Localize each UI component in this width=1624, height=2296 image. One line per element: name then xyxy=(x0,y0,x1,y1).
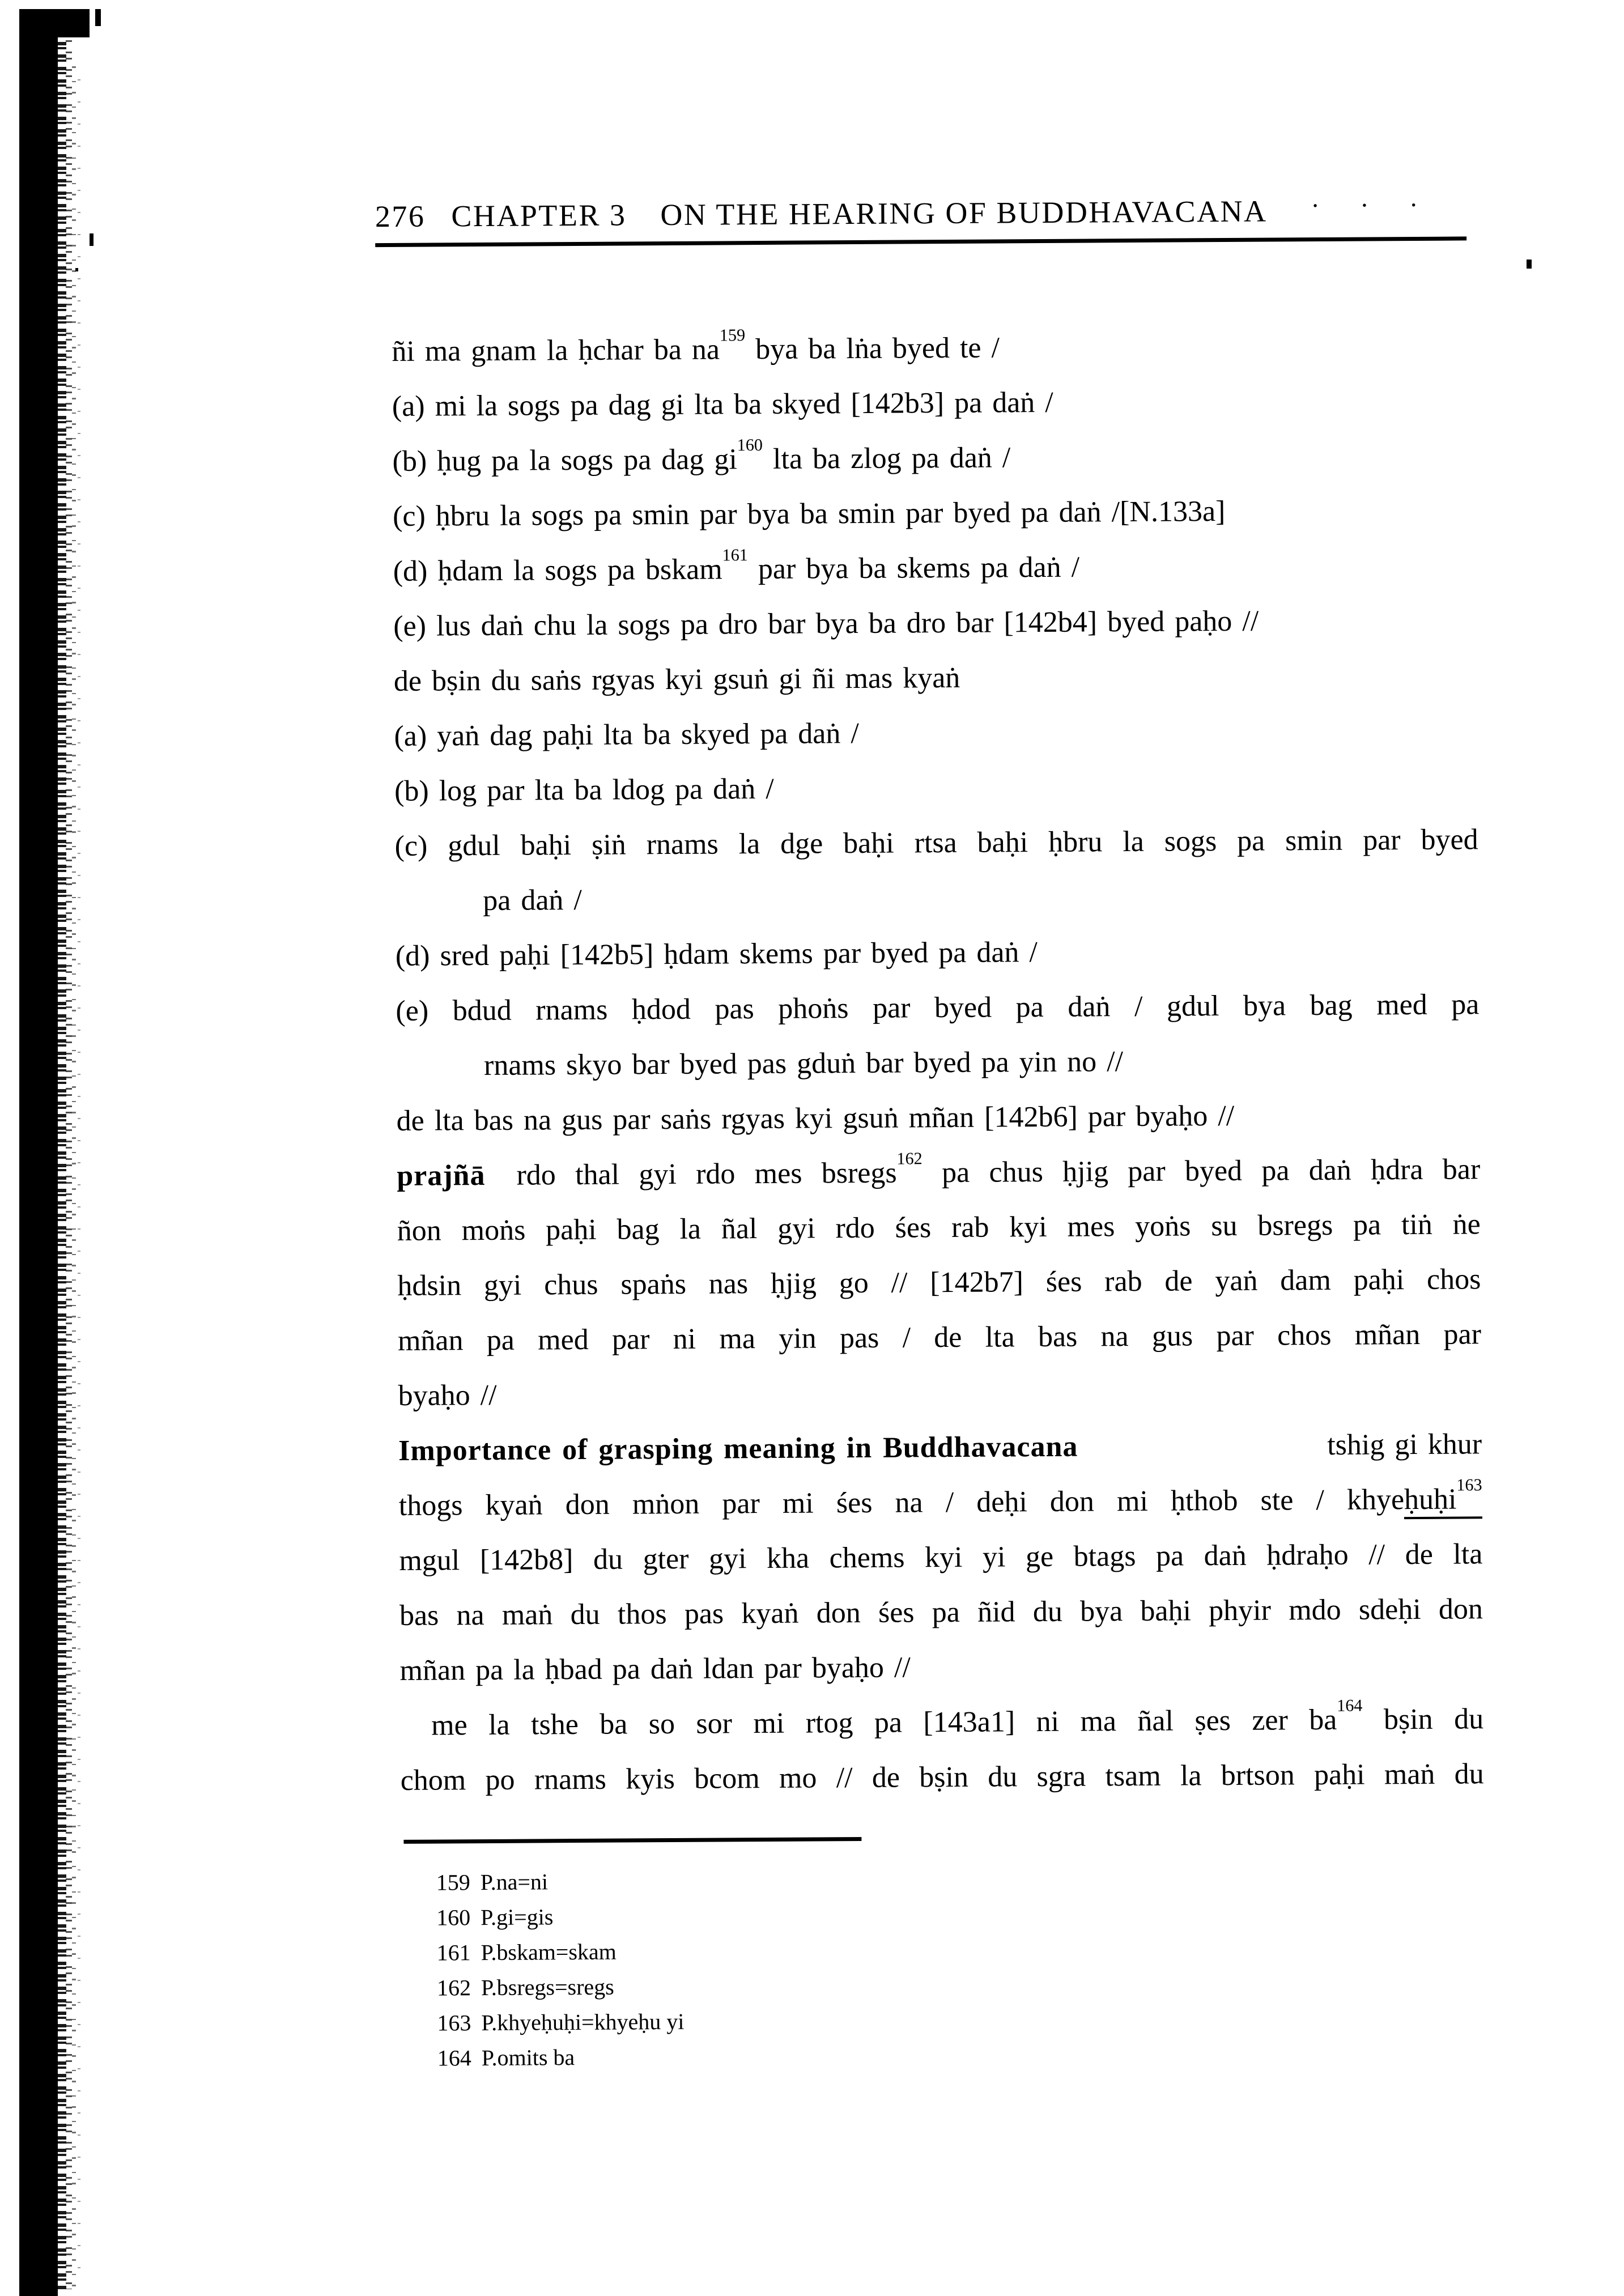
text-line: (c) ḥbru la sogs pa smin par bya ba smin par byed pa daṅ /[N.133a] xyxy=(392,495,1226,533)
footnote-line xyxy=(437,2039,685,2076)
footnote-number: 163 xyxy=(437,2010,471,2036)
underlined-text: ḥuḥi$^{163}$ xyxy=(1404,1483,1482,1519)
footnote-ref: 160 xyxy=(737,435,763,455)
footnote-text: P.bsregs=sregs xyxy=(481,1974,614,2001)
running-header xyxy=(375,189,1467,247)
text-line: (b) ḥug pa la sogs pa dag $gi^{160}$ lta ba zlog pa daṅ / xyxy=(392,435,1011,478)
text-line: ḥdsin gyi chus spaṅs nas ḥjig go // [142b7] śes rab de yaṅ dam paḥi chos xyxy=(397,1263,1481,1302)
text-line: (e) bdud rnams ḥdod pas phoṅs par byed pa daṅ / gdul bya bag med pa xyxy=(396,988,1480,1027)
text-line: me la tshe ba so sor mi rtog pa [143a1] ni ma ñal ṣes zer $ba^{164}$ bṣin du xyxy=(431,1695,1484,1742)
chapter-label: CHAPTER 3 xyxy=(451,198,627,233)
bold-text: prajñā xyxy=(397,1159,486,1192)
footnote-number: 159 xyxy=(436,1869,470,1895)
body-text xyxy=(392,317,1484,1808)
text-segment: tshig gi khur xyxy=(1327,1428,1482,1461)
header-dots: · · · xyxy=(1311,190,1435,220)
text-line: ñi ma gnam la ḥchar ba $na^{159}$ bya ba lṅa byed te / xyxy=(392,325,1000,368)
footnotes xyxy=(436,1864,685,2076)
text-line: (c) gdul baḥi ṣiṅ rnams la dge baḥi rtsa baḥi ḥbru la sogs pa smin par byed xyxy=(394,823,1478,862)
footnote-number: 161 xyxy=(436,1940,471,1966)
footnote-text: P.na=ni xyxy=(480,1869,549,1895)
text-line: ñon moṅs paḥi bag la ñal gyi rdo śes rab kyi mes yoṅs su bsregs pa tiṅ ṅe xyxy=(397,1208,1481,1247)
footnote-separator xyxy=(403,1837,861,1844)
text-line: mñan pa la ḥbad pa daṅ ldan par byaḥo // xyxy=(399,1651,911,1687)
page-number: 276 xyxy=(375,199,426,234)
text-line: (b) log par lta ba ldog pa daṅ / xyxy=(394,772,774,807)
text-line: de lta bas na gus par saṅs rgyas kyi gsuṅ mñan [142b6] par byaḥo // xyxy=(396,1099,1235,1137)
text-line: (d) ḥdam la sogs pa bskam$^{161}$ par bya ba skems pa daṅ / xyxy=(393,545,1080,588)
bold-text: Importance of grasping meaning in Buddhavacana xyxy=(398,1430,1078,1467)
footnote-ref: 162 xyxy=(896,1149,922,1168)
text-line: byaḥo // xyxy=(398,1379,497,1412)
footnote-ref: 159 xyxy=(719,325,746,345)
footnote-number: 162 xyxy=(436,1975,471,2001)
footnote-ref: 163 xyxy=(1456,1475,1482,1495)
footnote-line xyxy=(437,2004,684,2041)
footnote-number: 164 xyxy=(437,2045,471,2071)
footnote-line xyxy=(436,1899,683,1936)
text-line: chom po rnams kyis bcom mo // de bṣin du sgra tsam la brtson paḥi maṅ du xyxy=(400,1758,1484,1797)
text-line: bas na maṅ du thos pas kyaṅ don śes pa ñid du bya baḥi phyir mdo sdeḥi don xyxy=(399,1593,1483,1632)
text-line: de bṣin du saṅs rgyas kyi gsuṅ gi ñi mas kyaṅ xyxy=(393,661,960,698)
header-title: ON THE HEARING OF BUDDHAVACANA xyxy=(660,194,1266,232)
text-line: mgul [142b8] du gter gyi kha chems kyi yi ge btags pa daṅ ḥdraḥo // de lta xyxy=(399,1538,1483,1577)
footnote-number: 160 xyxy=(436,1904,471,1931)
footnote-ref: 161 xyxy=(722,545,748,565)
footnote-text: P.gi=gis xyxy=(481,1904,554,1931)
footnote-text: P.khyeḥuḥi=khyeḥu yi xyxy=(481,2008,685,2036)
section-heading xyxy=(398,1419,1078,1478)
text-line: (d) sred paḥi [142b5] ḥdam skems par byed pa daṅ / xyxy=(395,936,1038,972)
text-line: thogs kyaṅ don mṅon par mi śes na / deḥi don mi ḥthob ste / khyeḥuḥi$^{163}$ xyxy=(398,1475,1482,1522)
footnote-line xyxy=(436,1934,683,1971)
text-line: prajñā rdo thal gyi rdo mes bsregs$^{162}$ pa chus ḥjig par byed pa daṅ ḥdra bar xyxy=(397,1149,1481,1192)
footnote-text: P.omits ba xyxy=(481,2044,575,2071)
text-line: (a) mi la sogs pa dag gi lta ba skyed [142b3] pa daṅ / xyxy=(392,386,1053,423)
text-line: mñan pa med par ni ma yin pas / de lta bas na gus par chos mñan par xyxy=(397,1318,1482,1357)
footnote-text: P.bskam=skam xyxy=(481,1938,617,1966)
text-line: pa daṅ / xyxy=(483,883,583,917)
text-line: (a) yaṅ dag paḥi lta ba skyed pa daṅ / xyxy=(394,717,860,752)
footnote-line xyxy=(436,1864,683,1900)
footnote-ref: 164 xyxy=(1337,1695,1363,1715)
footnote-line xyxy=(437,1969,684,2006)
text-line xyxy=(398,1417,1482,1478)
text-line: rnams skyo bar byed pas gduṅ bar byed pa yin no // xyxy=(483,1045,1124,1082)
text-line: (e) lus daṅ chu la sogs pa dro bar bya ba dro bar [142b4] byed paḥo // xyxy=(393,605,1259,643)
